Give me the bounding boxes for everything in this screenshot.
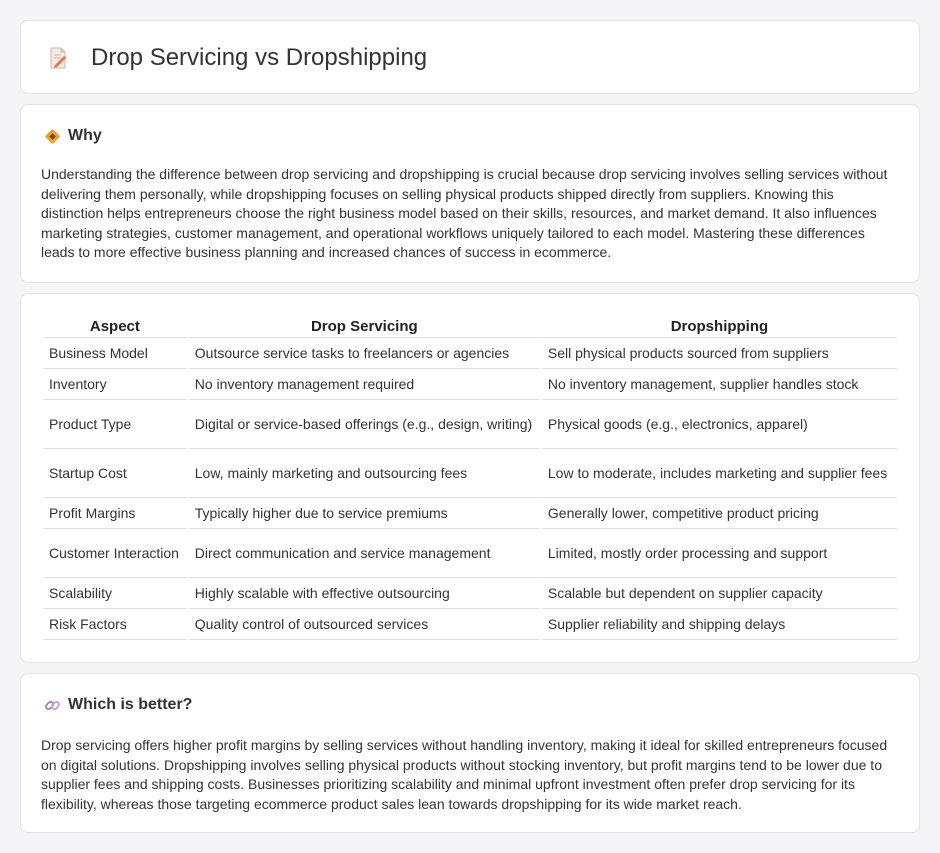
aspect-cell: Customer Interaction: [43, 529, 187, 578]
column-header: Aspect: [43, 315, 187, 338]
better-heading-row: [43, 696, 192, 714]
which-is-better-section: [20, 673, 920, 833]
document-pencil-icon: [45, 45, 71, 71]
why-heading: Why: [68, 127, 102, 144]
dropshipping-cell: Limited, mostly order processing and support: [542, 529, 897, 578]
why-section: [20, 104, 920, 283]
aspect-cell: Inventory: [43, 369, 187, 400]
dropshipping-cell: Scalable but dependent on supplier capacity: [542, 578, 897, 609]
why-heading-row: [43, 127, 102, 145]
better-text: Drop servicing offers higher profit margins by selling services without handling inventory, making it ideal for skilled entrepreneurs focused on digital solutions. Dropshipping involves selling physical products without stocking inventory, but profit margins tend to be lower due to supplier fees and shipping costs. Businesses prioritizing scalability and minimal upfront investment often prefer drop servicing for its flexibility, whereas those targeting ecommerce product sales lean towards dropshipping for its wide market reach.: [41, 737, 888, 812]
drop-servicing-cell: Low, mainly marketing and outsourcing fees: [189, 449, 540, 498]
aspect-cell: Product Type: [43, 400, 187, 449]
drop-servicing-cell: Direct communication and service management: [189, 529, 540, 578]
aspect-cell: Profit Margins: [43, 498, 187, 529]
table-row: [43, 578, 897, 609]
table-header-row: [43, 315, 897, 338]
why-text: Understanding the difference between drop servicing and dropshipping is crucial because drop servicing involves selling services without delivering them personally, while dropshipping focuses on selling physical products shipped directly from suppliers. Knowing this distinction helps entrepreneurs choose the right business model based on their skills, resources, and market demand. It also influences marketing strategies, customer management, and operational workflows uniquely tailored to each model. Mastering these differences leads to more effective business planning and increased chances of success in ecommerce.: [41, 166, 888, 261]
dropshipping-cell: Generally lower, competitive product pricing: [542, 498, 897, 529]
comparison-section: [20, 293, 920, 663]
comparison-table: [41, 315, 899, 640]
table-row: [43, 338, 897, 369]
aspect-cell: Scalability: [43, 578, 187, 609]
better-heading: Which is better?: [68, 696, 193, 713]
drop-servicing-cell: Typically higher due to service premiums: [189, 498, 540, 529]
dropshipping-cell: Physical goods (e.g., electronics, apparel): [542, 400, 897, 449]
drop-servicing-cell: Digital or service-based offerings (e.g., design, writing): [189, 400, 540, 449]
table-row: [43, 609, 897, 640]
dropshipping-cell: Supplier reliability and shipping delays: [542, 609, 897, 640]
table-row: [43, 400, 897, 449]
dropshipping-cell: No inventory management, supplier handles stock: [542, 369, 897, 400]
table-row: [43, 369, 897, 400]
drop-servicing-cell: Highly scalable with effective outsourcing: [189, 578, 540, 609]
diamond-sign-icon: [43, 127, 61, 145]
page-title: Drop Servicing vs Dropshipping: [91, 44, 428, 71]
dropshipping-cell: Sell physical products sourced from suppliers: [542, 338, 897, 369]
drop-servicing-cell: Outsource service tasks to freelancers or agencies: [189, 338, 540, 369]
header-card: [20, 20, 920, 94]
column-header: Dropshipping: [542, 315, 897, 338]
drop-servicing-cell: No inventory management required: [189, 369, 540, 400]
aspect-cell: Risk Factors: [43, 609, 187, 640]
table-row: [43, 449, 897, 498]
drop-servicing-cell: Quality control of outsourced services: [189, 609, 540, 640]
link-icon: [43, 696, 61, 714]
aspect-cell: Startup Cost: [43, 449, 187, 498]
dropshipping-cell: Low to moderate, includes marketing and supplier fees: [542, 449, 897, 498]
aspect-cell: Business Model: [43, 338, 187, 369]
table-row: [43, 529, 897, 578]
table-row: [43, 498, 897, 529]
column-header: Drop Servicing: [189, 315, 540, 338]
